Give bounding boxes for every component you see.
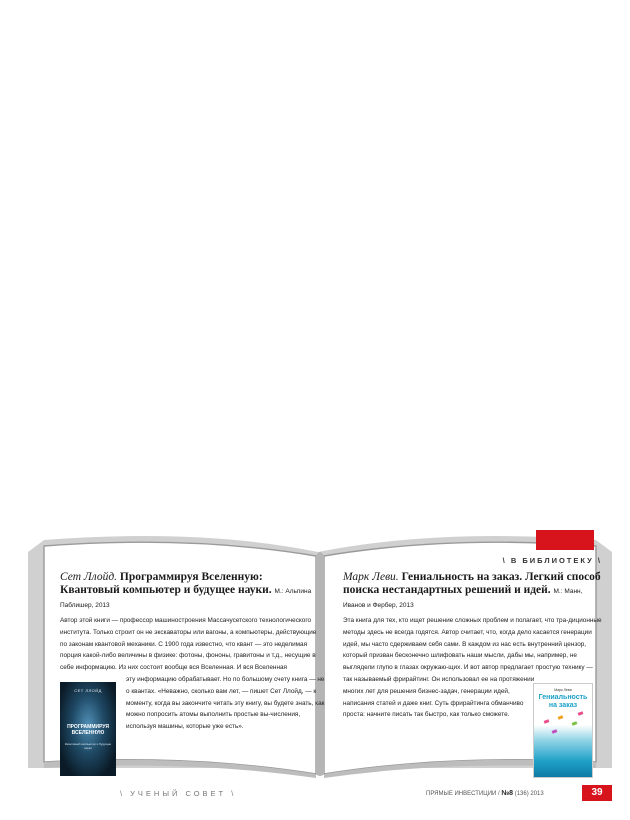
footer-section-name: \ УЧЕНЫЙ СОВЕТ \ bbox=[120, 789, 237, 798]
right-book-title: Гениальность на заказ. Легкий способ поиска нестандартных решений и идей. bbox=[343, 571, 601, 596]
left-book-cover bbox=[60, 682, 116, 776]
cover-author: СЕТ ЛЛОЙД bbox=[74, 688, 102, 693]
cover-waves-art bbox=[534, 725, 592, 777]
magazine-name: ПРЯМЫЕ ИНВЕСТИЦИИ / bbox=[426, 791, 500, 797]
section-accent-tab bbox=[536, 530, 594, 550]
section-label: \ В БИБЛИОТЕКУ \ bbox=[502, 556, 602, 565]
issue-number: №8 bbox=[501, 790, 514, 797]
right-book-paragraph: Эта книга для тех, кто ищет решение сложных проблем и полагает, что тра-диционные методы здесь не всегда годятся. Автор считает, что, когда дело касается генерации идей, мы часто сдерживаем себя сами. В каждом из нас есть внутренний цензор, который призван бесконечно шлифовать наши мысли, дабы мы, например, не выглядели глупо в глазах окружаю-щих. И вот автор предлагает простую технику — bbox=[343, 617, 602, 672]
right-book-author: Марк Леви. bbox=[343, 571, 399, 583]
right-book-cover bbox=[533, 683, 593, 778]
cover-title: Гениальность на заказ bbox=[538, 694, 588, 709]
cover-subtitle: Квантовый компьютер и будущее науки bbox=[64, 742, 112, 750]
bird-icon bbox=[544, 719, 550, 724]
bird-icon bbox=[558, 715, 564, 720]
left-book-publisher: М.: Альпина Паблишер, 2013 bbox=[60, 588, 312, 609]
left-book-paragraph: Автор этой книги — профессор машиностроения Массачусетского технологического института. Только строит он не экскаваторы или вагоны, а компьютеры, действующие по законам квантовой механики. С 1900 года известно, что квант — это неделимая порция какой-либо величины в физике: фотоны, фононы, гравитоны и т.д., несущие в себе информацию. Из них состоит вообще вся Вселенная. И вся Вселенная bbox=[60, 617, 317, 672]
cover-author: Марк Леви bbox=[554, 688, 572, 692]
left-book-author: Сет Ллойд. bbox=[60, 571, 118, 583]
page-number: 39 bbox=[582, 785, 612, 801]
right-book-publisher: М.: Манн, Иванов и Фербер, 2013 bbox=[343, 588, 583, 609]
left-book-heading bbox=[60, 571, 325, 612]
right-book-heading bbox=[343, 571, 605, 612]
right-book-paragraph-wrap: так называемый фрирайтинг. Он использовал ее на протяжении многих лет для решения бизнес-задач, генерации идей, написания статей и даже книг. Суть фрирайтинга обманчиво проста: начните писать так быстро, как только сможете. bbox=[343, 675, 535, 719]
issue-tail: (136) 2013 bbox=[514, 791, 544, 797]
bird-icon bbox=[578, 711, 584, 716]
left-book-paragraph-wrap: эту информацию обрабатывает. Но по большому счету книга — не о квантах. «Неважно, сколько вам лет, — пишет Сет Ллойд, — к моменту, когда вы закончите читать эту книгу, вы будете знать, как можно попросить атомы выполнить простые вы-числения, используя машины, которые уже есть». bbox=[126, 675, 325, 731]
left-book-title: Программируя Вселенную: Квантовый компьютер и будущее науки. bbox=[60, 571, 272, 596]
footer-magazine bbox=[426, 790, 544, 797]
cover-title: ПРОГРАММИРУЯ ВСЕЛЕННУЮ bbox=[67, 724, 109, 736]
